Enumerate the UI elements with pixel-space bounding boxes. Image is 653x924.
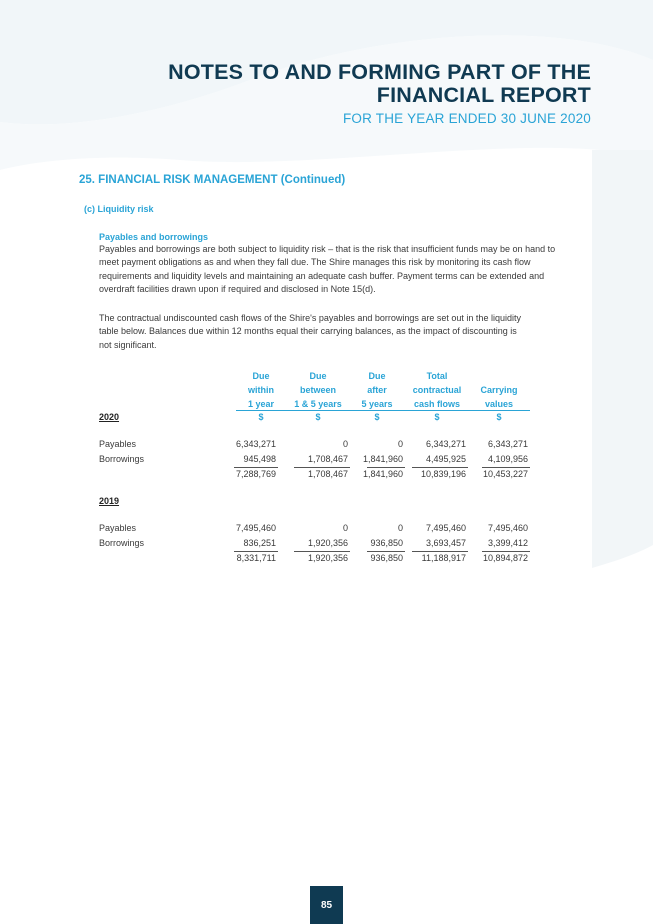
row-label: Borrowings — [99, 537, 145, 548]
column-header-line: 1 year — [247, 399, 275, 409]
table-cell: 1,841,960 — [362, 453, 403, 464]
row-label: Payables — [99, 523, 137, 533]
table-cell: 7,495,460 — [425, 523, 466, 533]
table-cell: 4,495,925 — [425, 453, 466, 464]
table-cell: 1,920,356 — [307, 537, 348, 548]
table-cell: 1,708,467 — [307, 453, 348, 464]
paragraph-1: Payables and borrowings are both subject to liquidity risk – that is the risk that insufficient funds may be on hand to meet payment obligations as and when they fall due. The Shire manages this risk by monitoring its cash flow requirements and liquidity levels and maintaining an adequate cash buffer. Payment terms can be extended and overdraft facilities drawn upon if required and disclosed in Note 15(d). — [99, 244, 556, 294]
column-header-line: 5 years — [361, 399, 393, 409]
page-subtitle: FOR THE YEAR ENDED 30 JUNE 2020 — [342, 111, 591, 126]
table-cell: 945,498 — [243, 453, 276, 464]
total-cell: 1,841,960 — [362, 468, 403, 479]
total-cell: 10,894,872 — [482, 552, 528, 563]
page-title — [168, 61, 591, 107]
row-label: Borrowings — [99, 453, 145, 464]
table-cell: 0 — [342, 439, 348, 449]
title-line-1: NOTES TO AND FORMING PART OF THE — [168, 60, 591, 84]
table-cell: 7,495,460 — [235, 523, 276, 533]
column-unit: $ — [258, 412, 264, 422]
column-header — [459, 369, 539, 411]
column-header-line: 1 & 5 years — [294, 399, 342, 409]
total-cell: 10,453,227 — [482, 468, 528, 479]
column-header-line: between — [299, 385, 336, 395]
paragraph-heading: Payables and borrowings — [99, 232, 209, 242]
column-unit: $ — [434, 412, 440, 422]
table-cell: 4,109,956 — [487, 453, 528, 464]
table-cell: 6,343,271 — [487, 439, 528, 449]
row-label: Payables — [99, 439, 137, 449]
column-unit: $ — [496, 412, 502, 422]
header-rule — [236, 410, 530, 411]
column-header-line: Due — [309, 371, 327, 381]
year-label: 2019 — [99, 496, 120, 506]
table-cell: 936,850 — [370, 537, 403, 548]
table-cell: 0 — [397, 523, 403, 533]
column-header-line: Due — [368, 371, 386, 381]
table-cell: 0 — [397, 439, 403, 449]
table-cell: 0 — [342, 523, 348, 533]
table-cell: 836,251 — [243, 537, 276, 548]
column-header-line: Total — [426, 371, 448, 381]
column-unit: $ — [374, 412, 380, 422]
table-cell: 3,399,412 — [487, 537, 528, 548]
paragraph-2: The contractual undiscounted cash flows of the Shire's payables and borrowings are set out in the liquidity table below. Balances due within 12 months equal their carrying balances, as the impact of discounting is not significant. — [99, 313, 521, 350]
column-header-line: Due — [252, 371, 270, 381]
total-cell: 1,920,356 — [307, 552, 348, 563]
column-header-line: contractual — [412, 385, 462, 395]
title-line-2: FINANCIAL REPORT — [376, 83, 591, 107]
column-header-line: after — [367, 385, 387, 395]
total-cell: 10,839,196 — [420, 468, 466, 479]
column-header-line: Carrying — [480, 385, 518, 395]
column-unit: $ — [315, 412, 321, 422]
total-cell: 1,708,467 — [307, 468, 348, 479]
column-header-line — [459, 369, 539, 383]
year-label: 2020 — [99, 412, 120, 422]
table-cell: 3,693,457 — [425, 537, 466, 548]
table-cell: 6,343,271 — [425, 439, 466, 449]
total-cell: 936,850 — [370, 552, 403, 563]
subsection-heading: (c) Liquidity risk — [84, 204, 154, 214]
column-header-line: cash flows — [413, 399, 460, 409]
column-header-line: within — [248, 385, 274, 395]
table-cell: 7,495,460 — [487, 523, 528, 533]
total-cell: 11,188,917 — [421, 552, 466, 563]
section-heading: 25. FINANCIAL RISK MANAGEMENT (Continued) — [79, 174, 346, 186]
total-cell: 7,288,769 — [235, 468, 276, 479]
column-header-line: values — [484, 399, 514, 409]
total-cell: 8,331,711 — [236, 552, 276, 563]
table-cell: 6,343,271 — [235, 439, 276, 449]
page-number-badge — [310, 886, 343, 924]
page-number: 85 — [320, 899, 333, 911]
